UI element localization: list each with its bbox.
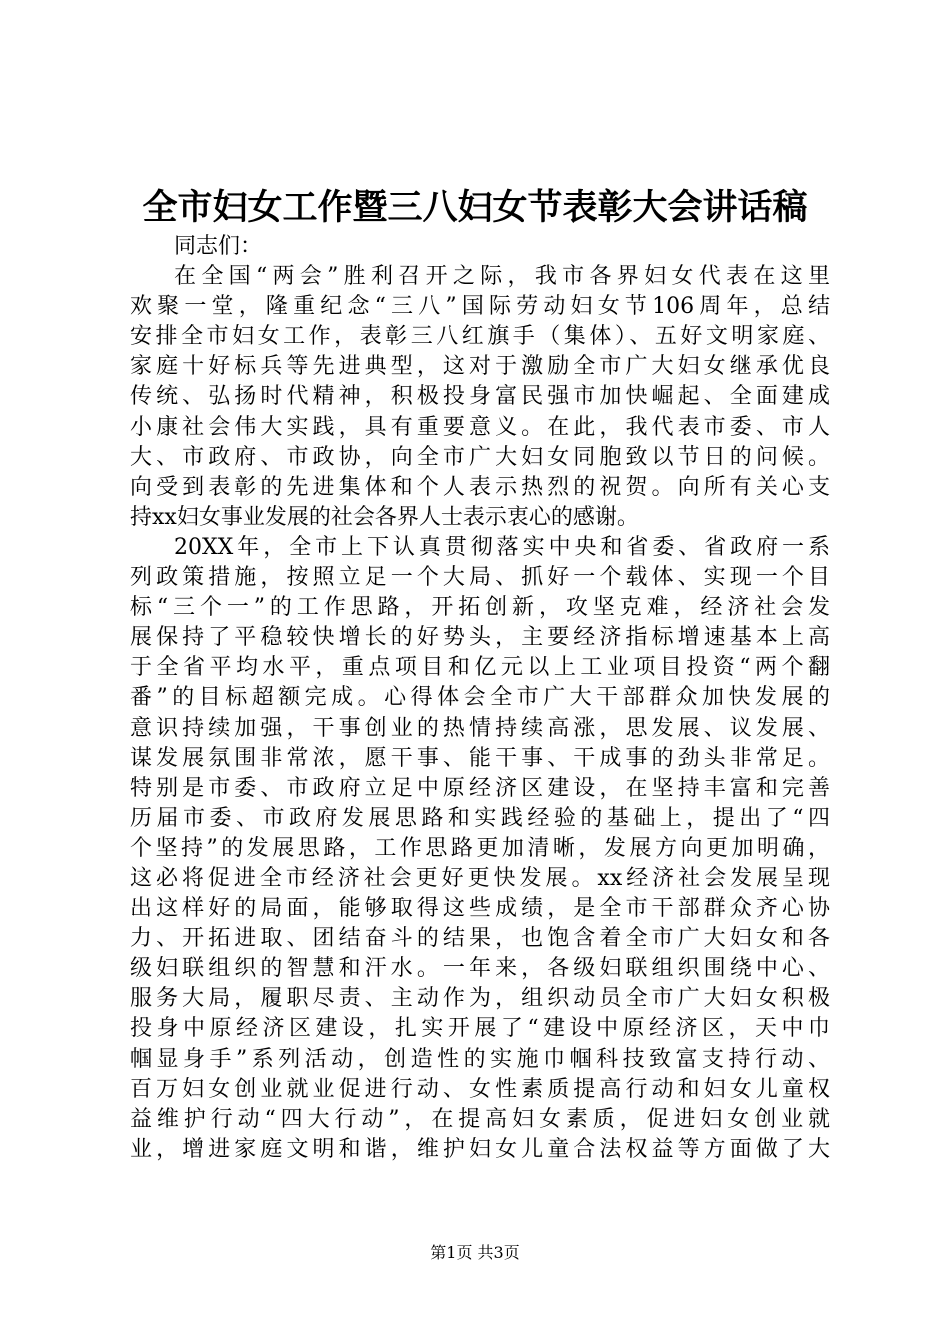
text-line: 历届市委、市政府发展思路和实践经验的基础上，提出了“四	[130, 805, 830, 831]
text-line: 小康社会伟大实践，具有重要意义。在此，我代表市委、市人	[130, 414, 830, 440]
text-line: 家庭十好标兵等先进典型，这对于激励全市广大妇女继承优良	[130, 354, 830, 380]
text-line: 在全国“两会”胜利召开之际，我市各界妇女代表在这里	[174, 264, 830, 290]
text-line: 特别是市委、市政府立足中原经济区建设，在坚持丰富和完善	[130, 775, 830, 801]
page-footer: 第1页 共3页	[430, 1243, 520, 1262]
text-line: 帼显身手”系列活动，创造性的实施巾帼科技致富支持行动、	[130, 1046, 830, 1072]
text-line: 列政策措施，按照立足一个大局、抓好一个载体、实现一个目	[130, 565, 830, 591]
text-line: 投身中原经济区建设，扎实开展了“建设中原经济区，天中巾	[130, 1016, 830, 1042]
text-line: 同志们：	[174, 234, 263, 259]
text-line: 20XX年，全市上下认真贯彻落实中央和省委、省政府一系	[174, 534, 830, 560]
text-line: 安排全市妇女工作，表彰三八红旗手（集体）、五好文明家庭、	[130, 324, 830, 350]
text-line: 传统、弘扬时代精神，积极投身富民强市加快崛起、全面建成	[130, 384, 830, 410]
text-line: 业，增进家庭文明和谐，维护妇女儿童合法权益等方面做了大	[130, 1136, 830, 1162]
text-line: 标“三个一”的工作思路，开拓创新，攻坚克难，经济社会发	[130, 595, 830, 621]
document-body	[130, 232, 830, 1165]
text-line: 欢聚一堂，隆重纪念“三八”国际劳动妇女节106周年，总结	[130, 294, 830, 320]
text-line: 级妇联组织的智慧和汗水。一年来，各级妇联组织围绕中心、	[130, 956, 830, 982]
text-line: 向受到表彰的先进集体和个人表示热烈的祝贺。向所有关心支	[130, 474, 830, 500]
text-line: 个坚持”的发展思路，工作思路更加清晰，发展方向更加明确，	[130, 835, 830, 861]
text-line: 百万妇女创业就业促进行动、女性素质提高行动和妇女儿童权	[130, 1076, 830, 1102]
text-line: 于全省平均水平，重点项目和亿元以上工业项目投资“两个翻	[130, 655, 830, 681]
text-line: 展保持了平稳较快增长的好势头，主要经济指标增速基本上高	[130, 625, 830, 651]
text-line: 谋发展氛围非常浓，愿干事、能干事、干成事的劲头非常足。	[130, 745, 830, 771]
text-line: 益维护行动“四大行动”，在提高妇女素质，促进妇女创业就	[130, 1106, 830, 1132]
text-line: 服务大局，履职尽责、主动作为，组织动员全市广大妇女积极	[130, 986, 830, 1012]
document-title: 全市妇女工作暨三八妇女节表彰大会讲话稿	[142, 187, 808, 228]
text-line: 出这样好的局面，能够取得这些成绩，是全市干部群众齐心协	[130, 896, 830, 922]
text-line: 力、开拓进取、团结奋斗的结果，也饱含着全市广大妇女和各	[130, 926, 830, 952]
text-line: 大、市政府、市政协，向全市广大妇女同胞致以节日的问候。	[130, 444, 830, 470]
text-line: 意识持续加强，干事创业的热情持续高涨，思发展、议发展、	[130, 715, 830, 741]
text-line: 持xx妇女事业发展的社会各界人士表示衷心的感谢。	[130, 504, 639, 530]
text-line: 番”的目标超额完成。心得体会全市广大干部群众加快发展的	[130, 685, 830, 711]
text-line: 这必将促进全市经济社会更好更快发展。xx经济社会发展呈现	[130, 865, 830, 891]
